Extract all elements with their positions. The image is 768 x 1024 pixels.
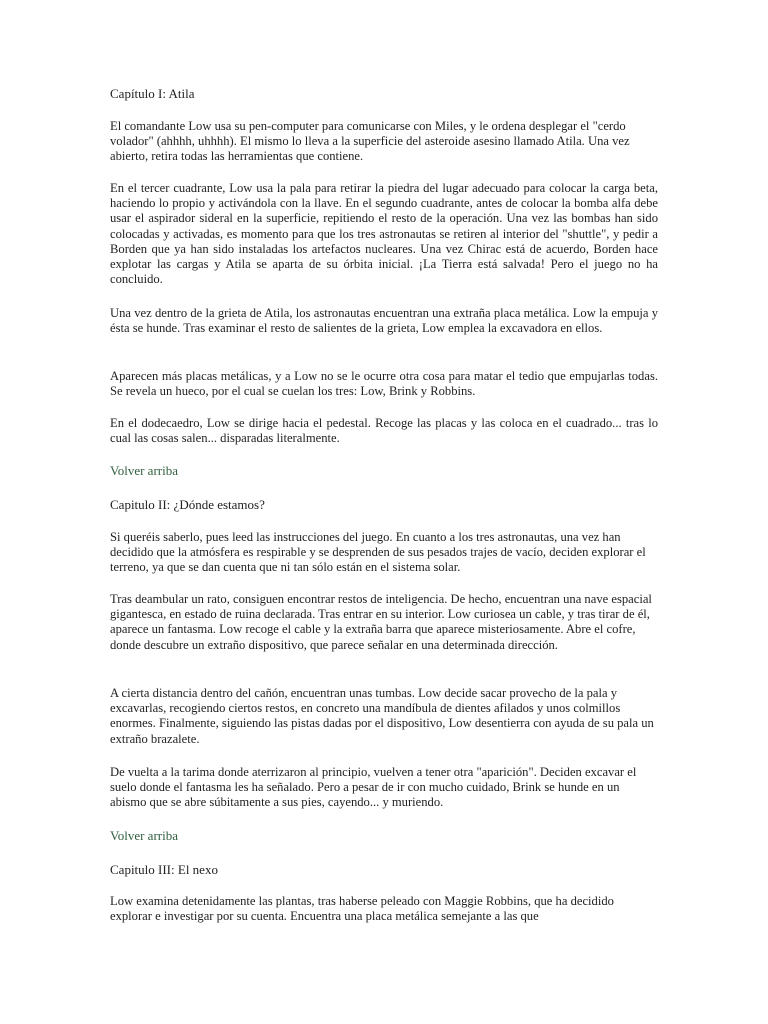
chapter-2-paragraph-3: A cierta distancia dentro del cañón, encuentran unas tumbas. Low decide sacar provecho de la pala y excavarlas, recogiendo ciertos restos, en concreto una mandíbula de dientes afilados y unos colmillos enormes. Finalmente, siguiendo las pistas dadas por el dispositivo, Low desentierra con ayuda de su pala un extraño brazalete. (110, 686, 654, 746)
chapter-1-title: Capítulo I: Atila (110, 86, 195, 101)
chapter-2-paragraph-2: Tras deambular un rato, consiguen encontrar restos de inteligencia. De hecho, encuentran una nave espacial gigantesca, en estado de ruina declarada. Tras entrar en su interior. Low curiosea un cable, y tras tirar de él, aparece un fantasma. Low recoge el cable y la extraña barra que aparece misteriosamente. Abre el cofre, donde descubre un extraño dispositivo, que parece señalar en una determinada dirección. (110, 592, 652, 652)
chapter-2-title: Capitulo II: ¿Dónde estamos? (110, 497, 265, 512)
back-to-top-link[interactable]: Volver arriba (110, 463, 178, 478)
chapter-3-title: Capitulo III: El nexo (110, 862, 218, 877)
chapter-1-paragraph-5: En el dodecaedro, Low se dirige hacia el pedestal. Recoge las placas y las coloca en el cuadrado... tras lo cual las cosas salen... disparadas literalmente. (110, 416, 658, 446)
chapter-1-paragraph-4: Aparecen más placas metálicas, y a Low no se le ocurre otra cosa para matar el tedio que empujarlas todas. Se revela un hueco, por el cual se cuelan los tres: Low, Brink y Robbins. (110, 369, 658, 399)
chapter-3-paragraph-1: Low examina detenidamente las plantas, tras haberse peleado con Maggie Robbins, que ha decidido explorar e investigar por su cuenta. Encuentra una placa metálica semejante a las que (110, 894, 614, 924)
back-to-top-link[interactable]: Volver arriba (110, 828, 178, 843)
chapter-2-paragraph-4: De vuelta a la tarima donde aterrizaron al principio, vuelven a tener otra "aparición". Deciden excavar el suelo donde el fantasma les ha señalado. Pero a pesar de ir con mucho cuidado, Brink se hunde en un abismo que se abre súbitamente a sus pies, cayendo... y muriendo. (110, 765, 637, 810)
chapter-1-paragraph-2: En el tercer cuadrante, Low usa la pala para retirar la piedra del lugar adecuado para colocar la carga beta, haciendo lo propio y activándola con la llave. En el segundo cuadrante, antes de colocar la bomba alfa debe usar el aspirador sideral en la superficie, repitiendo el resto de la operación. Una vez las bombas han sido colocadas y activadas, es momento para que los tres astronautas se retiren al interior del "shuttle", y pedir a Borden que ya han sido instaladas los artefactos nucleares. Una vez Chirac está de acuerdo, Borden hace explotar las cargas y Atila se aparta de su órbita inicial. ¡La Tierra está salvada! Pero el juego no ha concluido. (110, 181, 658, 287)
chapter-1-paragraph-3: Una vez dentro de la grieta de Atila, los astronautas encuentran una extraña placa metálica. Low la empuja y ésta se hunde. Tras examinar el resto de salientes de la grieta, Low emplea la excavadora en ellos. (110, 306, 658, 336)
chapter-2-paragraph-1: Si queréis saberlo, pues leed las instrucciones del juego. En cuanto a los tres astronautas, una vez han decidido que la atmósfera es respirable y se desprenden de sus pesados trajes de vacío, deciden explorar el terreno, ya que se dan cuenta que ni tan sólo están en el sistema solar. (110, 530, 646, 575)
chapter-1-paragraph-1: El comandante Low usa su pen-computer para comunicarse con Miles, y le ordena desplegar el "cerdo volador" (ahhhh, uhhhh). El mismo lo lleva a la superficie del asteroide asesino llamado Atila. Una vez abierto, retira todas las herramientas que contiene. (110, 119, 630, 164)
